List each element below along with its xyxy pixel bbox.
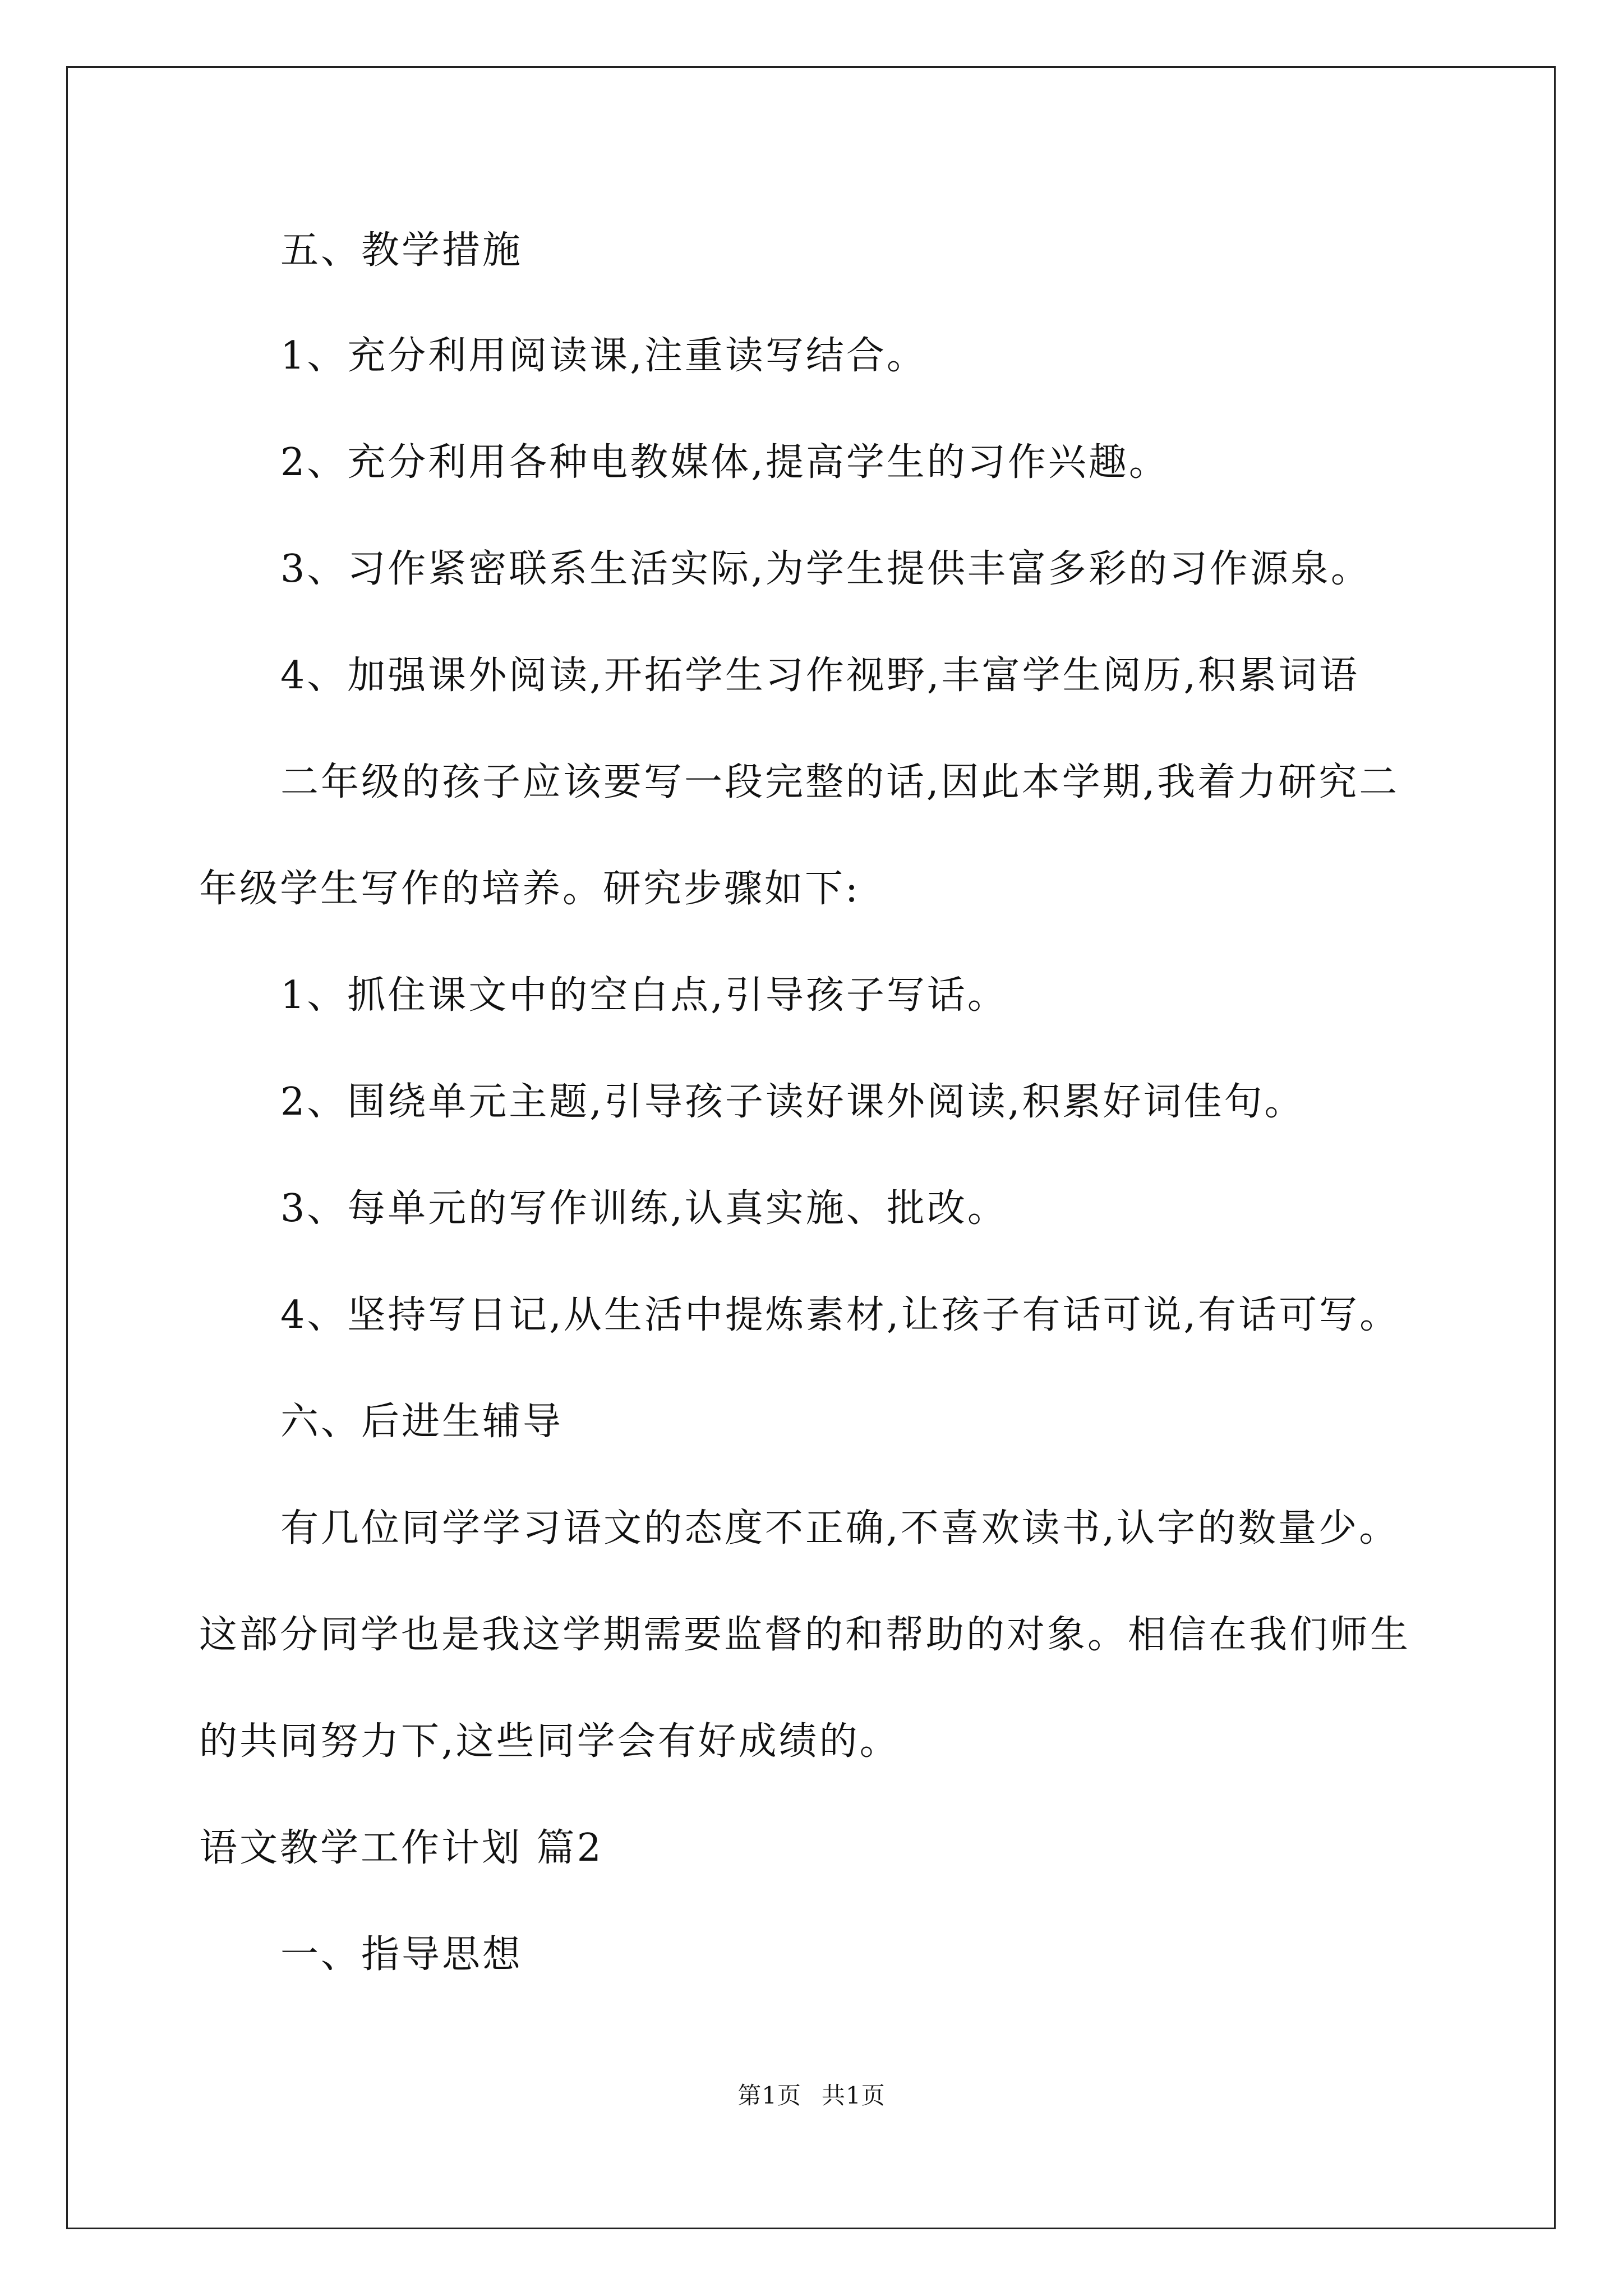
- page-footer: [0, 2080, 1623, 2111]
- paragraph-line: 有几位同学学习语文的态度不正确,不喜欢读书,认字的数量少。: [280, 1506, 1400, 1550]
- article-title: 语文教学工作计划 篇2: [199, 1826, 603, 1870]
- paragraph-line: 3、每单元的写作训练,认真实施、批改。: [280, 1186, 1008, 1231]
- page-number-total: 共1页: [822, 2082, 886, 2109]
- page-number-current: 第1页: [737, 2082, 801, 2109]
- paragraph-line: 1、抓住课文中的空白点,引导孩子写话。: [280, 973, 1008, 1018]
- paragraph-line: 4、坚持写日记,从生活中提炼素材,让孩子有话可说,有话可写。: [280, 1293, 1400, 1337]
- paragraph-line: 4、加强课外阅读,开拓学生习作视野,丰富学生阅历,积累词语: [280, 654, 1360, 698]
- paragraph-line: 2、充分利用各种电教媒体,提高学生的习作兴趣。: [280, 440, 1169, 485]
- paragraph-line: 年级学生写作的培养。研究步骤如下:: [199, 867, 860, 911]
- paragraph-line: 这部分同学也是我这学期需要监督的和帮助的对象。相信在我们师生: [199, 1613, 1411, 1657]
- section-heading-remedial-tutoring: 六、后进生辅导: [280, 1400, 564, 1444]
- paragraph-line: 3、习作紧密联系生活实际,为学生提供丰富多彩的习作源泉。: [280, 547, 1371, 591]
- paragraph-line: 二年级的孩子应该要写一段完整的话,因此本学期,我着力研究二: [280, 760, 1400, 804]
- paragraph-line: 1、充分利用阅读课,注重读写结合。: [280, 334, 927, 378]
- paragraph-line: 2、围绕单元主题,引导孩子读好课外阅读,积累好词佳句。: [280, 1080, 1305, 1124]
- paragraph-line: 的共同努力下,这些同学会有好成绩的。: [199, 1719, 900, 1764]
- section-heading-teaching-measures: 五、教学措施: [280, 228, 523, 273]
- page-frame: [66, 66, 1556, 2229]
- section-heading-guiding-ideology: 一、指导思想: [280, 1932, 523, 1977]
